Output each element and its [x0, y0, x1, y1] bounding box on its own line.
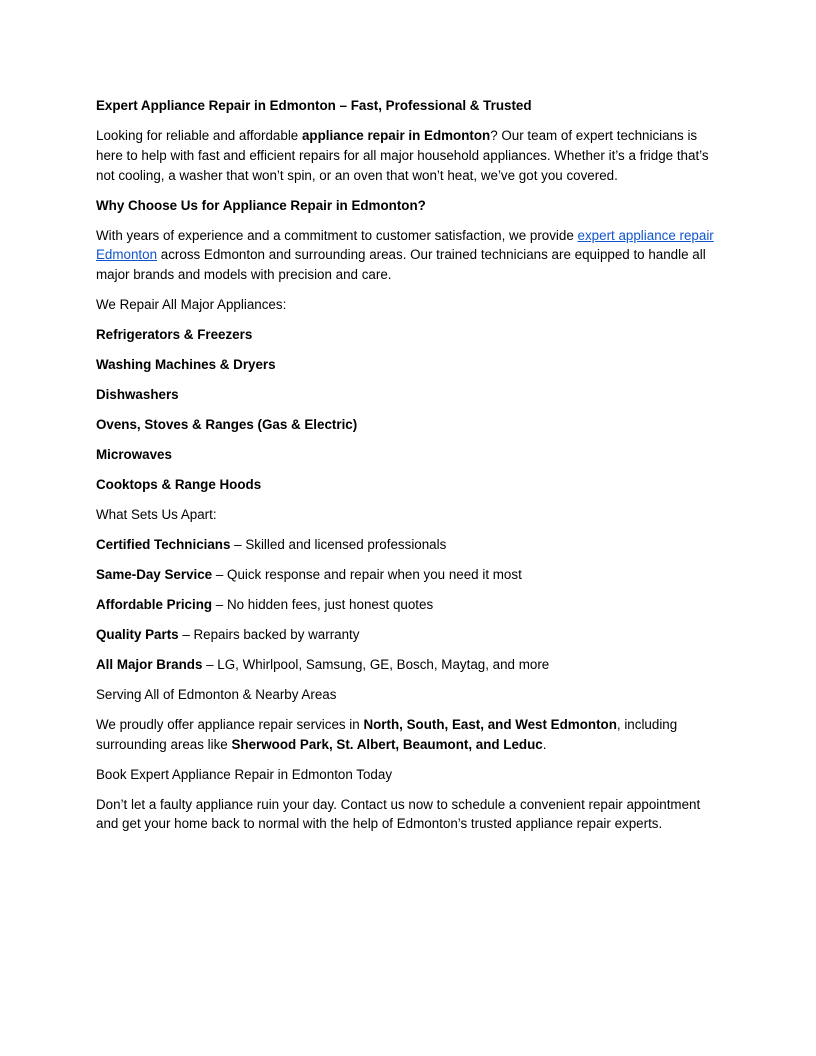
apart-item-parts — [96, 625, 716, 645]
appliance-item-dishwashers: Dishwashers — [96, 387, 179, 403]
book-heading: Book Expert Appliance Repair in Edmonton Today — [96, 766, 393, 782]
serving-text-middle: , including surrounding areas like — [96, 716, 678, 752]
apart-item-text: – Skilled and licensed professionals — [230, 537, 447, 552]
appliance-item-washing-machines: Washing Machines & Dryers — [96, 357, 276, 373]
apart-item-brands — [96, 655, 716, 675]
apart-item-label: Quality Parts — [96, 626, 179, 642]
serving-text-before: We proudly offer appliance repair services in — [96, 716, 364, 732]
intro-text-bold: appliance repair in Edmonton — [301, 127, 491, 143]
apart-item-label: Affordable Pricing — [96, 596, 213, 612]
appliance-item-refrigerators: Refrigerators & Freezers — [96, 327, 253, 343]
appliance-item-ovens: Ovens, Stoves & Ranges (Gas & Electric) — [96, 417, 358, 433]
apart-item-pricing — [96, 595, 716, 615]
appliance-item-microwaves: Microwaves — [96, 447, 172, 463]
serving-paragraph — [96, 715, 716, 755]
intro-paragraph — [96, 126, 716, 185]
apart-item-certified — [96, 535, 716, 555]
serving-text-bold-directions: North, South, East, and West Edmonton — [363, 716, 617, 732]
apart-item-text: – LG, Whirlpool, Samsung, GE, Bosch, Maytag, and more — [202, 656, 550, 672]
expert-appliance-repair-link[interactable]: expert appliance repair Edmonton — [96, 227, 714, 263]
why-heading: Why Choose Us for Appliance Repair in Edmonton? — [96, 197, 426, 213]
serving-text-after: . — [542, 736, 547, 752]
apart-item-same-day — [96, 565, 716, 585]
apart-item-label: All Major Brands — [96, 656, 203, 672]
why-paragraph — [96, 226, 716, 285]
intro-text-after: ? Our team of expert technicians is here to help with fast and efficient repairs for all major household appliances. Whether it’s a fridge that’s not cooling, a washer that won’t spin, or an oven that won’t heat, we’ve got you covered. — [96, 127, 709, 183]
intro-text-before: Looking for reliable and affordable — [96, 127, 302, 143]
appliance-item-cooktops: Cooktops & Range Hoods — [96, 477, 262, 493]
closing-paragraph: Don’t let a faulty appliance ruin your day. Contact us now to schedule a convenient repair appointment and get your home back to normal with the help of Edmonton’s trusted appliance repair experts. — [96, 796, 701, 832]
document-page — [96, 96, 716, 844]
apart-item-label: Same-Day Service — [96, 566, 213, 582]
apart-item-label: Certified Technicians — [96, 537, 231, 552]
serving-heading: Serving All of Edmonton & Nearby Areas — [96, 686, 337, 702]
apart-item-text: – Quick response and repair when you need it most — [212, 566, 522, 582]
why-text-after: across Edmonton and surrounding areas. Our trained technicians are equipped to handle all major brands and models with precision and care. — [96, 247, 706, 283]
apart-item-text: – Repairs backed by warranty — [178, 626, 360, 642]
appliances-heading: We Repair All Major Appliances: — [96, 297, 287, 313]
why-text-before: With years of experience and a commitment to customer satisfaction, we provide — [96, 227, 578, 243]
document-title: Expert Appliance Repair in Edmonton – Fast, Professional & Trusted — [96, 98, 532, 113]
apart-heading: What Sets Us Apart: — [96, 507, 217, 523]
serving-text-bold-areas: Sherwood Park, St. Albert, Beaumont, and Leduc — [231, 736, 543, 752]
apart-item-text: – No hidden fees, just honest quotes — [212, 596, 434, 612]
